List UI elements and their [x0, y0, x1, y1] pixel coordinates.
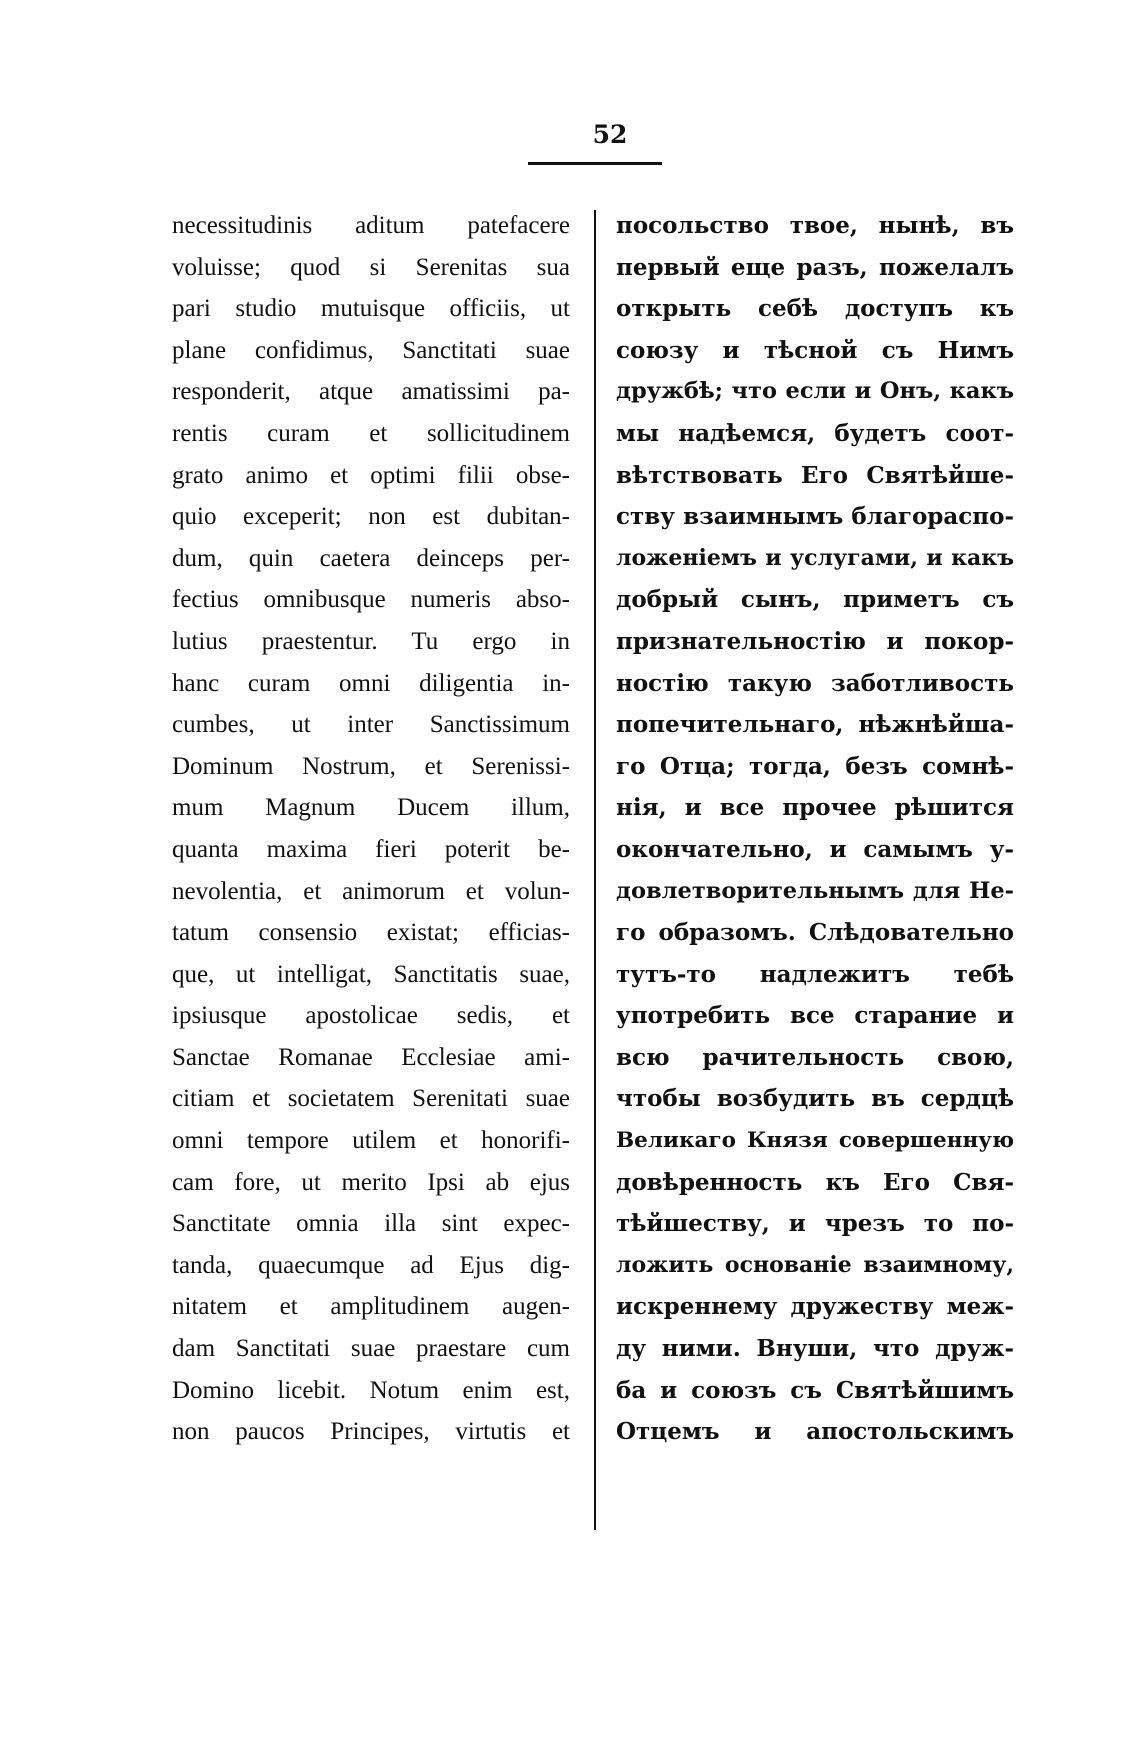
text-line: ipsiusque apostolicae sedis, et	[172, 1002, 570, 1030]
text-line: rentis curam et sollicitudinem	[172, 419, 570, 447]
text-line: признательностію и покор-	[616, 627, 1014, 655]
text-line: Sanctitate omnia illa sint expec-	[172, 1210, 570, 1238]
text-line: que, ut intelligat, Sanctitatis suae,	[172, 960, 570, 988]
text-line: Великаго Князя совершенную	[616, 1128, 1014, 1154]
text-line: cam fore, ut merito Ipsi ab ejus	[172, 1168, 570, 1196]
text-line: нія, и все прочее рѣшится	[616, 794, 1014, 822]
text-line: ству взаимнымъ благорaспо-	[616, 503, 1014, 531]
text-line: попечительнаго, нѣжнѣйша-	[616, 711, 1014, 739]
text-line: hanc curam omni diligentia in-	[172, 669, 570, 697]
text-line: открыть себѣ доступъ къ	[616, 295, 1014, 323]
text-line: responderit, atque amatissimi pa-	[172, 378, 570, 406]
text-line: fectius omnibusque numeris abso-	[172, 586, 570, 614]
text-line: grato animo et optimi filii obse-	[172, 461, 570, 489]
page-number: 52	[592, 120, 628, 149]
text-line: Domino licebit. Notum enim est,	[172, 1376, 570, 1404]
text-line: тѣйшеству, и чрезъ то по-	[616, 1210, 1014, 1238]
text-line: го Отца; тогда, безъ сомнѣ-	[616, 752, 1014, 780]
text-line: довѣренность къ Его Свя-	[616, 1168, 1014, 1196]
text-line: ложеніемъ и услугами, и какъ	[616, 544, 1014, 571]
text-line: lutius praestentur. Tu ergo in	[172, 627, 570, 655]
column-divider	[594, 210, 596, 1530]
text-line: го образомъ. Слѣдовательно	[616, 919, 1014, 947]
text-line: Отцемъ и апостольскимъ	[616, 1418, 1014, 1446]
russian-text-column	[616, 205, 1014, 1453]
text-line: Dominum Nostrum, et Serenissi-	[172, 752, 570, 780]
text-line: necessitudinis aditum patefacere	[172, 212, 570, 239]
text-line: искреннему дружеству меж-	[616, 1293, 1014, 1321]
text-line: посольство твое, нынѣ, въ	[616, 212, 1014, 239]
text-line: citiam et societatem Serenitati suae	[172, 1085, 570, 1113]
text-line: ду ними. Внуши, что друж-	[616, 1335, 1014, 1363]
text-line: tatum consensio existat; efficias-	[172, 919, 570, 947]
text-line: вѣтствовать Его Святѣйше-	[616, 461, 1014, 489]
text-line: tanda, quaecumque ad Ejus dig-	[172, 1251, 570, 1279]
text-line: дружбѣ; что если и Онъ, какъ	[616, 378, 1014, 405]
text-line: довлетворительнымъ для Не-	[616, 877, 1014, 904]
text-line: первый еще разъ, пожелалъ	[616, 253, 1014, 281]
text-line: союзу и тѣсной съ Нимъ	[616, 336, 1014, 364]
text-line: чтобы возбудить въ сердцѣ	[616, 1085, 1014, 1113]
text-line: dam Sanctitati suae praestare cum	[172, 1335, 570, 1363]
latin-text-column	[172, 205, 570, 1453]
text-line: pari studio mutuisque officiis, ut	[172, 295, 570, 323]
text-line: plane confidimus, Sanctitati suae	[172, 336, 570, 364]
text-line: добрый сынъ, приметъ съ	[616, 586, 1014, 614]
text-line: quio exceperit; non est dubitan-	[172, 503, 570, 531]
text-line: nitatem et amplitudinem augen-	[172, 1293, 570, 1321]
text-line: ностію такую заботливость	[616, 669, 1014, 697]
text-line: mum Magnum Ducem illum,	[172, 794, 570, 822]
text-line: тутъ-то надлежитъ тебѣ	[616, 960, 1014, 988]
text-line: dum, quin caetera deinceps per-	[172, 544, 570, 572]
text-line: употребить все старание и	[616, 1002, 1014, 1030]
text-line: quanta maxima fieri poterit be-	[172, 835, 570, 863]
text-line: всю рачительность свою,	[616, 1043, 1014, 1071]
text-line: ложить основаніе взаимному,	[616, 1251, 1014, 1278]
text-line: voluisse; quod si Serenitas sua	[172, 253, 570, 281]
text-line: cumbes, ut inter Sanctissimum	[172, 711, 570, 739]
text-line: Sanctae Romanae Ecclesiae ami-	[172, 1043, 570, 1071]
text-line: non paucos Principes, virtutis et	[172, 1418, 570, 1446]
text-line: окончательно, и самымъ у-	[616, 835, 1014, 863]
text-line: мы надѣемся, будетъ соот-	[616, 419, 1014, 447]
text-line: ба и союзъ съ Святѣйшимъ	[616, 1376, 1014, 1404]
text-line: nevolentia, et animorum et volun-	[172, 877, 570, 905]
page-number-rule	[528, 162, 662, 165]
text-line: omni tempore utilem et honorifi-	[172, 1127, 570, 1155]
